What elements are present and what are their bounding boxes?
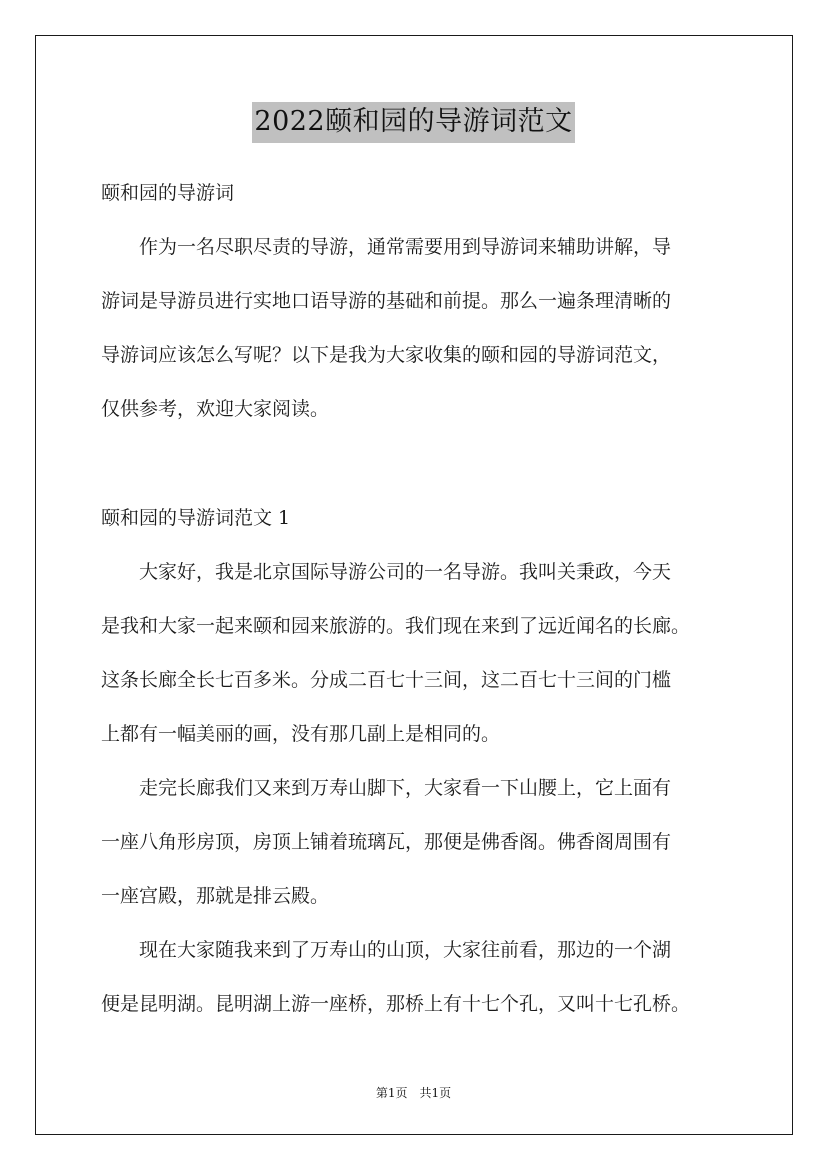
paragraph-line: 导游词应该怎么写呢？以下是我为大家收集的颐和园的导游词范文，	[101, 344, 672, 366]
page-footer: 第1页 共1页	[375, 1086, 452, 1100]
paragraph-line: 上都有一幅美丽的画，没有那几副上是相同的。	[101, 723, 501, 745]
paragraph-line: 一座八角形房顶，房顶上铺着琉璃瓦，那便是佛香阁。佛香阁周围有	[101, 831, 672, 853]
paragraph-line: 作为一名尽职尽责的导游，通常需要用到导游词来辅助讲解，导	[101, 236, 672, 258]
paragraph-line: 仅供参考，欢迎大家阅读。	[101, 398, 330, 420]
title-container	[0, 102, 827, 143]
paragraph-line: 便是昆明湖。昆明湖上游一座桥，那桥上有十七个孔，又叫十七孔桥。	[101, 993, 691, 1015]
paragraph-line: 这条长廊全长七百多米。分成二百七十三间，这二百七十三间的门槛	[101, 669, 672, 691]
paragraph-line: 是我和大家一起来颐和园来旅游的。我们现在来到了远近闻名的长廊。	[101, 615, 691, 637]
paragraph-line: 游词是导游员进行实地口语导游的基础和前提。那么一遍条理清晰的	[101, 290, 672, 312]
section-heading: 颐和园的导游词范文 1	[101, 507, 291, 529]
paragraph-line: 大家好，我是北京国际导游公司的一名导游。我叫关秉政，今天	[101, 561, 672, 583]
section-heading: 颐和园的导游词	[101, 182, 235, 204]
paragraph-line: 一座宫殿，那就是排云殿。	[101, 885, 330, 907]
paragraph-line: 现在大家随我来到了万寿山的山顶，大家往前看，那边的一个湖	[101, 939, 672, 961]
document-title: 2022颐和园的导游词范文	[252, 102, 574, 143]
paragraph-line: 走完长廊我们又来到万寿山脚下，大家看一下山腰上，它上面有	[101, 777, 672, 799]
